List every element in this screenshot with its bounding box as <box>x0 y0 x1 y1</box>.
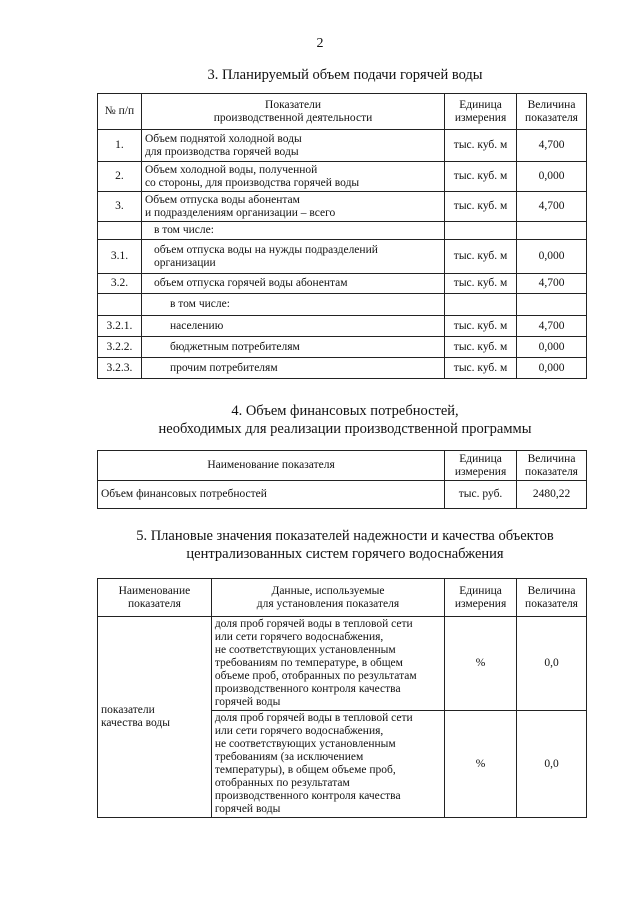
row-name: прочим потребителям <box>141 358 444 379</box>
table-row <box>98 240 587 274</box>
row-name: Объем поднятой холодной воды для производства горячей воды <box>141 130 444 162</box>
row-unit: тыс. руб. <box>445 481 517 509</box>
table-header-row <box>98 94 587 130</box>
header-num: № п/п <box>98 94 142 130</box>
row-num <box>98 222 142 240</box>
row-value: 0,000 <box>517 337 587 358</box>
header-value: Величина показателя <box>517 579 587 617</box>
row-unit <box>445 222 517 240</box>
quality-indicators-table <box>97 578 587 818</box>
page-number: 2 <box>316 36 324 51</box>
row-unit: тыс. куб. м <box>445 192 517 222</box>
table-row <box>98 617 587 711</box>
row-num: 3.1. <box>98 240 142 274</box>
row-value: 0,000 <box>517 240 587 274</box>
row-name: населению <box>141 316 444 337</box>
table-row <box>98 222 587 240</box>
row-value: 0,000 <box>517 162 587 192</box>
row-name: бюджетным потребителям <box>141 337 444 358</box>
table-row <box>98 192 587 222</box>
section4-title: 4. Объем финансовых потребностей, необходимых для реализации производственной программы <box>158 403 532 437</box>
header-data: Данные, используемые для установления показателя <box>211 579 444 617</box>
row-name: Объем отпуска воды абонентам и подразделениям организации – всего <box>141 192 444 222</box>
row-unit: тыс. куб. м <box>445 316 517 337</box>
row-num: 2. <box>98 162 142 192</box>
row-num: 3.2.1. <box>98 316 142 337</box>
row-unit <box>445 294 517 316</box>
table-header-row <box>98 451 587 481</box>
row-unit: тыс. куб. м <box>445 274 517 294</box>
row-value: 0,0 <box>517 617 587 711</box>
row-num: 3.2.2. <box>98 337 142 358</box>
financial-needs-table <box>97 450 587 509</box>
table-header-row <box>98 579 587 617</box>
table-row <box>98 274 587 294</box>
row-unit: % <box>445 711 517 818</box>
group-name: показатели качества воды <box>98 617 212 818</box>
row-num: 3.2.3. <box>98 358 142 379</box>
table-row <box>98 130 587 162</box>
row-value: 2480,22 <box>517 481 587 509</box>
row-unit: тыс. куб. м <box>445 358 517 379</box>
row-data: доля проб горячей воды в тепловой сети или сети горячего водоснабжения, не соответствующих установленным требованиям по температуре, в общем объеме проб, отобранных по результатам производственного контроля качества горячей воды <box>211 617 444 711</box>
row-unit: тыс. куб. м <box>445 240 517 274</box>
row-name: Объем финансовых потребностей <box>98 481 445 509</box>
header-value: Величина показателя <box>517 451 587 481</box>
header-unit: Единица измерения <box>445 451 517 481</box>
section5-title: 5. Плановые значения показателей надежности и качества объектов централизованных систем горячего водоснабжения <box>136 528 554 562</box>
row-value: 0,0 <box>517 711 587 818</box>
row-value: 4,700 <box>517 316 587 337</box>
water-volume-table <box>97 93 587 379</box>
row-value: 4,700 <box>517 130 587 162</box>
row-value: 4,700 <box>517 192 587 222</box>
table-row <box>98 162 587 192</box>
row-value <box>517 222 587 240</box>
row-name: в том числе: <box>141 294 444 316</box>
row-value: 4,700 <box>517 274 587 294</box>
row-num <box>98 294 142 316</box>
row-num: 3.2. <box>98 274 142 294</box>
row-name: Объем холодной воды, полученной со стороны, для производства горячей воды <box>141 162 444 192</box>
table-row <box>98 337 587 358</box>
header-value: Величина показателя <box>517 94 587 130</box>
row-value <box>517 294 587 316</box>
row-name: в том числе: <box>141 222 444 240</box>
row-num: 1. <box>98 130 142 162</box>
row-unit: тыс. куб. м <box>445 130 517 162</box>
table-row <box>98 358 587 379</box>
row-unit: тыс. куб. м <box>445 337 517 358</box>
row-name: объем отпуска воды на нужды подразделений организации <box>141 240 444 274</box>
section3-title: 3. Планируемый объем подачи горячей воды <box>207 67 483 83</box>
header-name: Наименование показателя <box>98 451 445 481</box>
row-value: 0,000 <box>517 358 587 379</box>
header-name: Наименование показателя <box>98 579 212 617</box>
header-indicator: Показатели производственной деятельности <box>141 94 444 130</box>
row-data: доля проб горячей воды в тепловой сети или сети горячего водоснабжения, не соответствующих установленным требованиям (за исключением температуры), в общем объеме проб, отобранных по результатам производственного контроля качества горячей воды <box>211 711 444 818</box>
row-unit: тыс. куб. м <box>445 162 517 192</box>
table-row <box>98 481 587 509</box>
row-name: объем отпуска горячей воды абонентам <box>141 274 444 294</box>
row-num: 3. <box>98 192 142 222</box>
header-unit: Единица измерения <box>445 579 517 617</box>
table-row <box>98 316 587 337</box>
header-unit: Единица измерения <box>445 94 517 130</box>
table-row <box>98 294 587 316</box>
row-unit: % <box>445 617 517 711</box>
